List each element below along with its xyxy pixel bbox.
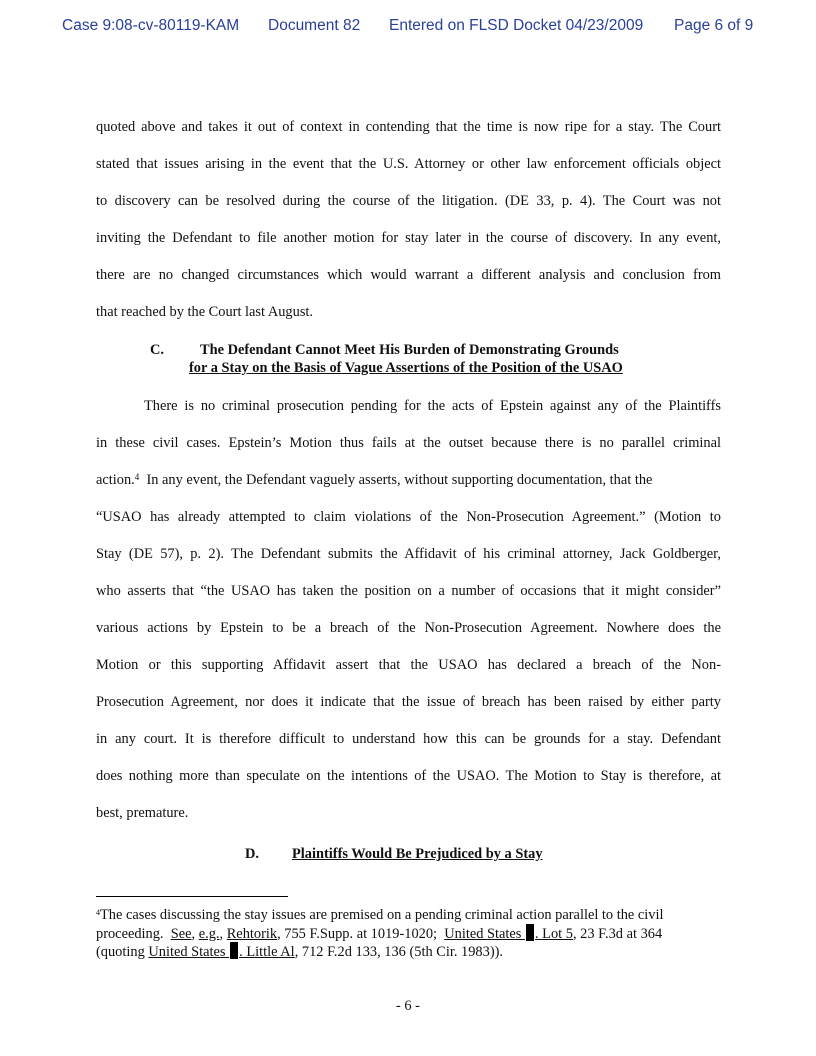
page-of: Page 6 of 9 <box>674 17 754 34</box>
footnote-number: 4 <box>96 908 100 917</box>
para2-line: does nothing more than speculate on the intentions of the USAO. The Motion to Stay is therefore, at <box>96 768 721 784</box>
para2-line: in any court. It is therefore difficult to understand how this can be grounds for a stay. Defendant <box>96 731 721 747</box>
document-body <box>96 0 721 1056</box>
section-d-letter: D. <box>245 846 259 862</box>
para1-line: that reached by the Court last August. <box>96 304 314 320</box>
para1-line: stated that issues arising in the event that the U.S. Attorney or other law enforcement officials object <box>96 156 721 172</box>
section-c-title-line1: The Defendant Cannot Meet His Burden of Demonstrating Grounds <box>200 342 619 358</box>
para1-line: inviting the Defendant to file another motion for stay later in the course of discovery. In any event, <box>96 230 721 246</box>
footnote-text: , <box>191 926 199 942</box>
section-c-title-line2: for a Stay on the Basis of Vague Assertions of the Position of the USAO <box>189 360 623 376</box>
case-name-us: United States <box>444 926 525 942</box>
footnote-text: The cases discussing the stay issues are premised on a pending criminal action parallel to the civil <box>100 907 664 923</box>
redaction-mark <box>230 942 238 959</box>
footnote-line <box>96 924 721 943</box>
footnote-text: proceeding. <box>96 926 171 942</box>
case-name-rehtorik: Rehtorik <box>226 926 278 942</box>
document-number: Document 82 <box>268 17 361 34</box>
section-d-title: Plaintiffs Would Be Prejudiced by a Stay <box>292 846 543 862</box>
para2-line-with-footnote <box>96 471 721 489</box>
para2-line: There is no criminal prosecution pending for the acts of Epstein against any of the Plaintiffs <box>144 398 721 414</box>
section-c-letter: C. <box>150 342 164 358</box>
para2-line: Motion or this supporting Affidavit assert that the USAO has declared a breach of the Non- <box>96 657 721 673</box>
para2-text: In any event, the Defendant vaguely asserts, without supporting documentation, that the <box>139 472 653 488</box>
para2-line: in these civil cases. Epstein’s Motion thus fails at the outset because there is no parallel criminal <box>96 435 721 451</box>
redaction-mark <box>526 924 534 941</box>
footnote-text: (quoting <box>96 944 149 960</box>
signal-see: See <box>170 926 192 942</box>
para2-line: various actions by Epstein to be a breach of the Non-Prosecution Agreement. Nowhere does the <box>96 620 721 636</box>
para2-text: action. <box>96 472 135 488</box>
case-number: Case 9:08-cv-80119-KAM <box>62 17 240 34</box>
para2-line: who asserts that “the USAO has taken the position on a number of occasions that it might consider” <box>96 583 721 599</box>
case-name-lot5: . Lot 5 <box>534 926 573 942</box>
footnote-line <box>96 942 721 961</box>
signal-eg: e.g. <box>198 926 220 942</box>
para1-line: quoted above and takes it out of context in contending that the time is now ripe for a stay. The Court <box>96 119 721 135</box>
footnote-text: , 23 F.3d at 364 <box>572 926 663 942</box>
para2-line: “USAO has already attempted to claim violations of the Non-Prosecution Agreement.” (Motion to <box>96 509 721 525</box>
case-name-little-al: . Little Al <box>239 944 295 960</box>
footnote-ref: 4 <box>134 472 140 482</box>
para2-line: best, premature. <box>96 805 189 821</box>
footnote-text: , <box>219 926 227 942</box>
para1-line: there are no changed circumstances which would warrant a different analysis and conclusion from <box>96 267 721 283</box>
page-number: - 6 - <box>396 998 420 1014</box>
footnote-line <box>96 906 721 924</box>
para2-line: Prosecution Agreement, nor does it indicate that the issue of breach has been raised by either party <box>96 694 721 710</box>
para2-line: Stay (DE 57), p. 2). The Defendant submits the Affidavit of his criminal attorney, Jack Goldberger, <box>96 546 721 562</box>
para1-line: to discovery can be resolved during the course of the litigation. (DE 33, p. 4). The Court was not <box>96 193 721 209</box>
footnote-text: , 755 F.Supp. at 1019-1020; <box>277 926 445 942</box>
docket-entry: Entered on FLSD Docket 04/23/2009 <box>389 17 644 34</box>
footnote-divider <box>96 896 288 897</box>
footnote-text: , 712 F.2d 133, 136 (5th Cir. 1983)). <box>294 944 503 960</box>
case-name-us: United States <box>148 944 230 960</box>
